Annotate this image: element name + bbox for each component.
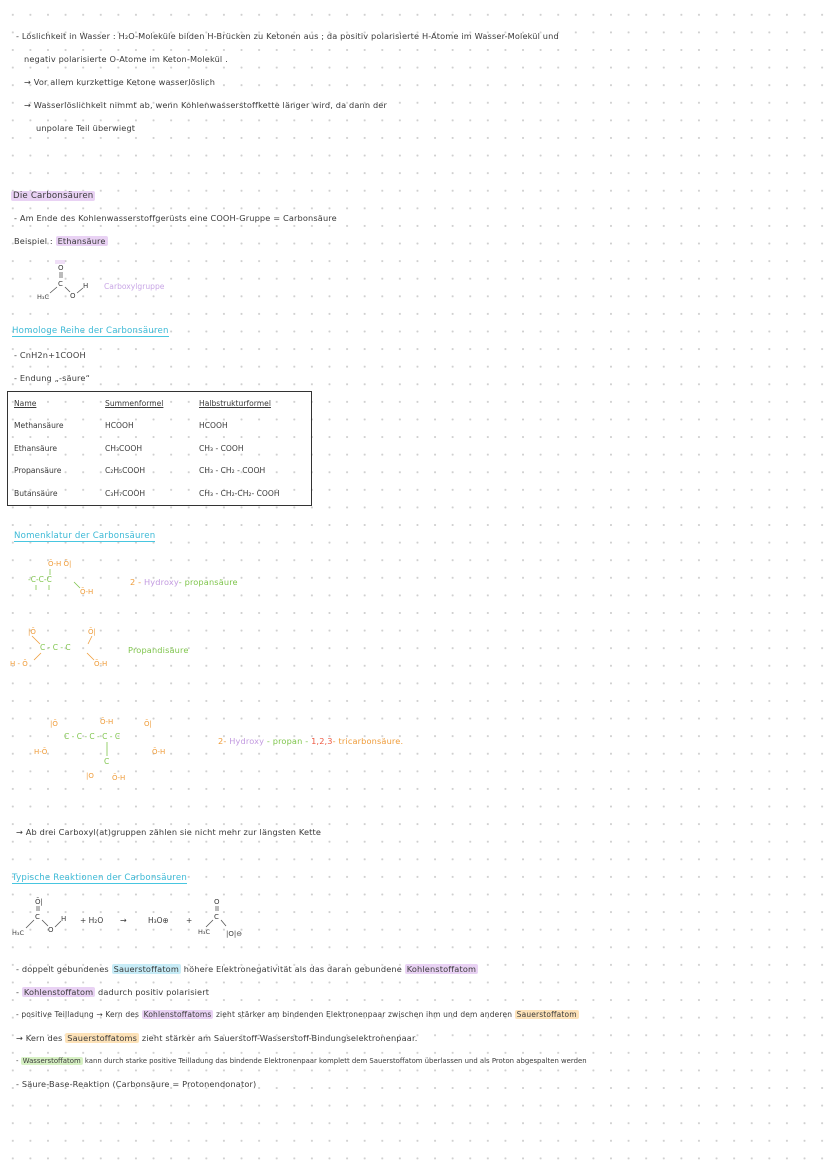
text-line: - Am Ende des Kohlenwasserstoffgerüsts eine COOH-Gruppe = Carbonsäure xyxy=(14,213,337,223)
svg-text:O: O xyxy=(70,292,76,300)
table-cell: CH₃ - CH₂-CH₂- COOH xyxy=(199,488,280,498)
svg-text:H₃O⊕: H₃O⊕ xyxy=(148,916,169,925)
svg-text:Ō-H: Ō-H xyxy=(152,748,166,756)
section-title: Nomenklatur der Carbonsäuren xyxy=(14,531,156,541)
bullet-line: - Wasserstoffatom kann durch starke positive Teilladung das bindende Elektronenpaar komplett dem Sauerstoffatom überlassen und als Proton abgespalten werden xyxy=(16,1057,587,1065)
section-title: Die Carbonsäuren xyxy=(13,191,94,201)
svg-text:H - Ō: H - Ō xyxy=(10,660,28,668)
table-row xyxy=(8,460,312,483)
svg-text:O: O xyxy=(214,898,220,906)
example-line: Beispiel : Ethansäure xyxy=(14,236,106,246)
svg-text:Ō|: Ō| xyxy=(144,720,152,728)
svg-text:Ō-H: Ō-H xyxy=(100,718,114,726)
table-cell: Ethansäure xyxy=(14,443,58,453)
table-header-row xyxy=(8,392,312,415)
table-header: Summenformel xyxy=(105,398,164,408)
svg-text:Ō|: Ō| xyxy=(35,898,43,906)
svg-text:H-Ō: H-Ō xyxy=(34,748,48,756)
svg-text:Ō-H: Ō-H xyxy=(94,660,108,668)
svg-text:|Ō: |Ō xyxy=(50,720,58,728)
table-cell: CH₃COOH xyxy=(105,443,143,453)
compound-name: 2- Hydroxy - propan - 1,2,3- tricarbonsäure. xyxy=(218,736,404,746)
text-line: negativ polarisierte O-Atome im Keton-Molekül . xyxy=(24,54,228,64)
svg-text:C: C xyxy=(58,280,63,288)
text-line: unpolare Teil überwiegt xyxy=(36,123,136,133)
table-cell: HCOOH xyxy=(199,421,228,431)
table-cell: CH₃ - CH₂ - COOH xyxy=(199,466,266,476)
svg-text:H: H xyxy=(83,282,89,290)
svg-text:|O: |O xyxy=(86,772,94,780)
svg-text:H: H xyxy=(61,915,67,923)
table-cell: Methansäure xyxy=(14,421,64,431)
compound-name: 2 - Hydroxy- propansäure xyxy=(130,577,238,587)
svg-text:→: → xyxy=(120,916,127,925)
compound-name: Propandisäure xyxy=(128,645,189,655)
carboxyl-label: Carboxylgruppe xyxy=(104,282,165,291)
table-cell: Propansäure xyxy=(14,466,62,476)
carbonsaeure-table xyxy=(7,391,312,506)
text-line: - Endung „-säure“ xyxy=(14,373,90,383)
table-row xyxy=(8,437,312,460)
table-header: Name xyxy=(14,398,37,408)
hydroxypropansaeure-structure xyxy=(24,555,134,600)
svg-text:|Ō: |Ō xyxy=(28,628,36,636)
svg-text:H₃C: H₃C xyxy=(37,293,50,301)
text-line: - CnH2n+1COOH xyxy=(14,350,86,360)
svg-text:+ H₂O: + H₂O xyxy=(80,916,104,925)
section-title: Typische Reaktionen der Carbonsäuren xyxy=(12,873,187,883)
svg-text:+: + xyxy=(186,916,193,925)
svg-text:-C-C-C: -C-C-C xyxy=(28,575,52,584)
section-title: Homologe Reihe der Carbonsäuren xyxy=(12,326,169,336)
citronensaeure-structure xyxy=(30,712,190,788)
text-line: → Vor allem kurzkettige Ketone wasserlöslich xyxy=(24,77,216,87)
svg-text:Ō-H: Ō-H xyxy=(112,774,126,782)
propandisaeure-structure xyxy=(8,622,128,672)
svg-text:O: O xyxy=(58,264,64,272)
svg-text:C - C - C - C - C: C - C - C - C - C xyxy=(64,732,121,741)
text-line: → Wasserlöslichkeit nimmt ab, wenn Kohlenwasserstoffkette länger wird, da dann der xyxy=(24,100,388,110)
svg-text:|O|⊖: |O|⊖ xyxy=(226,930,243,938)
table-cell: C₃H₇COOH xyxy=(105,488,146,498)
bullet-line: - positive Teilladung → Kern des Kohlenstoffatoms zieht stärker am bindenden Elektronenpaar zwischen ihm und dem anderen Sauerstoffatom xyxy=(16,1010,577,1019)
bullet-line: - Kohlenstoffatom dadurch positiv polarisiert xyxy=(16,987,210,997)
text-line: → Ab drei Carboxyl(at)gruppen zählen sie nicht mehr zur längsten Kette xyxy=(16,827,322,837)
table-cell: C₂H₅COOH xyxy=(105,466,146,476)
text-line: - Löslichkeit in Wasser : H₂O-Moleküle bilden H-Brücken zu Ketonen aus ; da positiv polarisierte H-Atome im Wasser-Molekül und xyxy=(16,31,559,41)
svg-text:Ō-H: Ō-H xyxy=(80,588,94,596)
svg-text:C: C xyxy=(35,913,40,921)
svg-text:C - C - C: C - C - C xyxy=(40,643,71,652)
bullet-line: - Säure-Base-Reaktion (Carbonsäure = Protonendonator) xyxy=(16,1079,257,1089)
table-header: Halbstrukturformel xyxy=(199,398,271,408)
table-row xyxy=(8,415,312,438)
svg-text:C: C xyxy=(104,757,110,766)
bullet-line: → Kern des Sauerstoffatoms zieht stärker am Sauerstoff-Wasserstoff-Bindungselektronenpaar. xyxy=(16,1033,418,1043)
svg-text:Ō|: Ō| xyxy=(88,628,96,636)
svg-text:H₃C: H₃C xyxy=(198,928,211,936)
table-cell: CH₃ - COOH xyxy=(199,443,244,453)
table-cell: HCOOH xyxy=(105,421,134,431)
svg-text:Ō-H Ō|: Ō-H Ō| xyxy=(48,560,72,568)
ethansaeure-structure xyxy=(30,256,190,306)
svg-text:O: O xyxy=(48,926,54,934)
bullet-line: - doppelt gebundenes Sauerstoffatom höhere Elektronegativität als das daran gebundene Kohlenstoffatom xyxy=(16,964,477,974)
reaction-equation xyxy=(8,892,268,944)
table-cell: Butansäure xyxy=(14,488,58,498)
table-row xyxy=(8,482,312,505)
svg-text:C: C xyxy=(214,913,219,921)
svg-text:H₃C: H₃C xyxy=(12,929,25,937)
